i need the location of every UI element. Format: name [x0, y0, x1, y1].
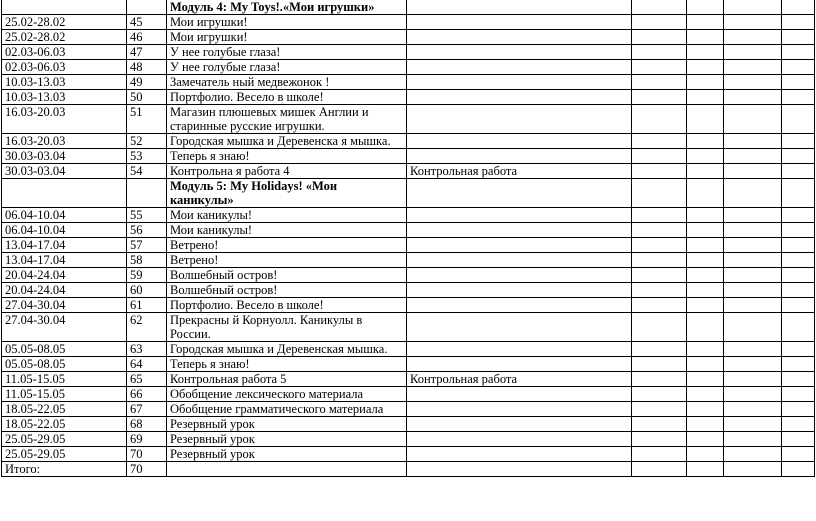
empty-cell — [724, 402, 782, 417]
empty-cell — [687, 0, 724, 15]
empty-cell — [782, 447, 815, 462]
lesson-note — [407, 417, 632, 432]
empty-cell — [782, 238, 815, 253]
empty-cell — [782, 45, 815, 60]
empty-cell — [724, 164, 782, 179]
number-cell — [127, 0, 167, 15]
table-row — [2, 253, 815, 268]
empty-cell — [724, 447, 782, 462]
lesson-date: 02.03-06.03 — [2, 60, 127, 75]
lesson-date: 30.03-03.04 — [2, 164, 127, 179]
empty-cell — [724, 417, 782, 432]
empty-cell — [632, 134, 687, 149]
empty-cell — [724, 268, 782, 283]
empty-cell — [724, 134, 782, 149]
lesson-topic: Мои каникулы! — [167, 223, 407, 238]
lesson-note — [407, 402, 632, 417]
lesson-number: 46 — [127, 30, 167, 45]
empty-cell — [632, 432, 687, 447]
empty-cell — [687, 447, 724, 462]
empty-cell — [687, 417, 724, 432]
lesson-topic: Мои игрушки! — [167, 15, 407, 30]
lesson-date: 05.05-08.05 — [2, 357, 127, 372]
table-row — [2, 164, 815, 179]
lesson-date: 13.04-17.04 — [2, 238, 127, 253]
lesson-topic: Прекрасны й Корнуолл. Каникулы в России. — [167, 313, 407, 342]
empty-cell — [687, 15, 724, 30]
lesson-topic: Портфолио. Весело в школе! — [167, 298, 407, 313]
lesson-date: 25.02-28.02 — [2, 30, 127, 45]
lesson-topic: Магазин плюшевых мишек Англии и старинные русские игрушки. — [167, 105, 407, 134]
lesson-date: 10.03-13.03 — [2, 75, 127, 90]
empty-cell — [724, 30, 782, 45]
empty-cell — [782, 417, 815, 432]
empty-cell — [724, 313, 782, 342]
lesson-topic: Теперь я знаю! — [167, 149, 407, 164]
lesson-note — [407, 283, 632, 298]
empty-cell — [632, 30, 687, 45]
lesson-number: 63 — [127, 342, 167, 357]
empty-cell — [687, 30, 724, 45]
lesson-date: 16.03-20.03 — [2, 105, 127, 134]
lesson-note — [407, 208, 632, 223]
lesson-note — [407, 387, 632, 402]
note-cell — [407, 179, 632, 208]
lesson-number: 56 — [127, 223, 167, 238]
table-row — [2, 134, 815, 149]
empty-cell — [632, 60, 687, 75]
empty-cell — [687, 105, 724, 134]
empty-cell — [687, 462, 724, 477]
empty-cell — [724, 253, 782, 268]
lesson-topic: Ветрено! — [167, 253, 407, 268]
lesson-date: 30.03-03.04 — [2, 149, 127, 164]
lesson-number: 48 — [127, 60, 167, 75]
lesson-plan-table — [1, 0, 815, 477]
empty-cell — [724, 387, 782, 402]
empty-cell — [687, 283, 724, 298]
empty-cell — [724, 45, 782, 60]
empty-cell — [724, 238, 782, 253]
lesson-topic: Резервный урок — [167, 447, 407, 462]
lesson-date: 25.02-28.02 — [2, 15, 127, 30]
empty-cell — [782, 372, 815, 387]
empty-cell — [724, 15, 782, 30]
empty-cell — [632, 15, 687, 30]
empty-cell — [724, 208, 782, 223]
lesson-number: 58 — [127, 253, 167, 268]
date-cell — [2, 179, 127, 208]
empty-cell — [782, 462, 815, 477]
empty-cell — [687, 90, 724, 105]
table-row — [2, 30, 815, 45]
table-row — [2, 417, 815, 432]
lesson-note — [407, 238, 632, 253]
empty-cell — [782, 298, 815, 313]
empty-cell — [687, 387, 724, 402]
lesson-date: 20.04-24.04 — [2, 283, 127, 298]
empty-cell — [724, 0, 782, 15]
empty-cell — [724, 90, 782, 105]
lesson-topic: Волшебный остров! — [167, 268, 407, 283]
empty-cell — [687, 402, 724, 417]
lesson-topic: У нее голубые глаза! — [167, 60, 407, 75]
lesson-date: 27.04-30.04 — [2, 313, 127, 342]
lesson-number: 51 — [127, 105, 167, 134]
lesson-note: Контрольная работа — [407, 372, 632, 387]
empty-cell — [782, 268, 815, 283]
lesson-number: 61 — [127, 298, 167, 313]
empty-cell — [632, 105, 687, 134]
lesson-number: 69 — [127, 432, 167, 447]
empty-cell — [782, 387, 815, 402]
lesson-note — [407, 15, 632, 30]
table-row — [2, 15, 815, 30]
table-row — [2, 432, 815, 447]
table-row — [2, 45, 815, 60]
empty-cell — [687, 60, 724, 75]
empty-cell — [687, 134, 724, 149]
lesson-number: 60 — [127, 283, 167, 298]
empty-cell — [687, 45, 724, 60]
empty-cell — [687, 223, 724, 238]
lesson-note — [407, 357, 632, 372]
lesson-number: 47 — [127, 45, 167, 60]
module-title: Модуль 5: My Holidays! «Мои каникулы» — [167, 179, 407, 208]
date-cell — [2, 0, 127, 15]
lesson-topic: Мои игрушки! — [167, 30, 407, 45]
lesson-note — [407, 105, 632, 134]
empty-cell — [632, 387, 687, 402]
empty-cell — [632, 357, 687, 372]
lesson-plan-body — [2, 0, 815, 477]
lesson-number: 49 — [127, 75, 167, 90]
empty-cell — [687, 298, 724, 313]
lesson-date: 06.04-10.04 — [2, 223, 127, 238]
table-row — [2, 268, 815, 283]
lesson-number: 55 — [127, 208, 167, 223]
empty-cell — [724, 372, 782, 387]
empty-cell — [782, 342, 815, 357]
empty-cell — [632, 223, 687, 238]
lesson-topic: Городская мышка и Деревенска я мышка. — [167, 134, 407, 149]
empty-cell — [782, 223, 815, 238]
empty-cell — [632, 417, 687, 432]
lesson-note — [407, 342, 632, 357]
lesson-topic: Контрольна я работа 4 — [167, 164, 407, 179]
empty-cell — [687, 342, 724, 357]
lesson-number: 45 — [127, 15, 167, 30]
module-header-row — [2, 179, 815, 208]
empty-cell — [632, 90, 687, 105]
empty-cell — [632, 179, 687, 208]
empty-cell — [687, 179, 724, 208]
empty-cell — [782, 75, 815, 90]
lesson-note — [407, 149, 632, 164]
empty-cell — [782, 60, 815, 75]
empty-cell — [782, 0, 815, 15]
empty-cell — [687, 238, 724, 253]
lesson-note — [407, 134, 632, 149]
empty-cell — [724, 462, 782, 477]
lesson-number: 68 — [127, 417, 167, 432]
empty-cell — [632, 164, 687, 179]
lesson-topic: Замечатель ный медвежонок ! — [167, 75, 407, 90]
empty-cell — [782, 253, 815, 268]
lesson-number: 67 — [127, 402, 167, 417]
lesson-topic: Портфолио. Весело в школе! — [167, 90, 407, 105]
table-row — [2, 238, 815, 253]
empty-cell — [632, 447, 687, 462]
empty-cell — [632, 268, 687, 283]
empty-cell — [687, 357, 724, 372]
lesson-date: 05.05-08.05 — [2, 342, 127, 357]
lesson-date: 25.05-29.05 — [2, 447, 127, 462]
empty-cell — [782, 105, 815, 134]
empty-cell — [782, 283, 815, 298]
empty-cell — [724, 357, 782, 372]
lesson-topic: У нее голубые глаза! — [167, 45, 407, 60]
empty-cell — [782, 179, 815, 208]
lesson-topic: Обобщение грамматического материала — [167, 402, 407, 417]
empty-cell — [782, 402, 815, 417]
lesson-note — [407, 313, 632, 342]
lesson-note — [407, 253, 632, 268]
empty-cell — [724, 223, 782, 238]
lesson-date: 16.03-20.03 — [2, 134, 127, 149]
lesson-number: 66 — [127, 387, 167, 402]
total-row — [2, 462, 815, 477]
lesson-note — [407, 268, 632, 283]
table-row — [2, 387, 815, 402]
note-cell — [407, 462, 632, 477]
empty-cell — [687, 253, 724, 268]
empty-cell — [632, 298, 687, 313]
empty-cell — [687, 208, 724, 223]
lesson-note: Контрольная работа — [407, 164, 632, 179]
lesson-topic: Мои каникулы! — [167, 208, 407, 223]
table-row — [2, 402, 815, 417]
empty-cell — [724, 283, 782, 298]
empty-cell — [782, 432, 815, 447]
module-title: Модуль 4: My Toys!.«Мои игрушки» — [167, 0, 407, 15]
empty-cell — [632, 75, 687, 90]
lesson-note — [407, 298, 632, 313]
lesson-date: 18.05-22.05 — [2, 402, 127, 417]
table-row — [2, 105, 815, 134]
lesson-note — [407, 30, 632, 45]
note-cell — [407, 0, 632, 15]
lesson-note — [407, 90, 632, 105]
total-label: Итого: — [2, 462, 127, 477]
lesson-date: 25.05-29.05 — [2, 432, 127, 447]
lesson-date: 02.03-06.03 — [2, 45, 127, 60]
empty-cell — [632, 283, 687, 298]
empty-cell — [687, 313, 724, 342]
lesson-topic: Волшебный остров! — [167, 283, 407, 298]
lesson-date: 11.05-15.05 — [2, 372, 127, 387]
table-row — [2, 298, 815, 313]
empty-cell — [782, 208, 815, 223]
empty-cell — [724, 60, 782, 75]
lesson-topic: Контрольная работа 5 — [167, 372, 407, 387]
lesson-number: 70 — [127, 447, 167, 462]
lesson-date: 06.04-10.04 — [2, 208, 127, 223]
empty-cell — [632, 253, 687, 268]
lesson-note — [407, 60, 632, 75]
lesson-date: 20.04-24.04 — [2, 268, 127, 283]
empty-cell — [724, 75, 782, 90]
empty-cell — [724, 432, 782, 447]
empty-cell — [687, 149, 724, 164]
total-count: 70 — [127, 462, 167, 477]
lesson-note — [407, 432, 632, 447]
empty-cell — [632, 402, 687, 417]
table-row — [2, 75, 815, 90]
empty-cell — [632, 238, 687, 253]
lesson-note — [407, 75, 632, 90]
table-row — [2, 149, 815, 164]
table-row — [2, 357, 815, 372]
table-row — [2, 283, 815, 298]
lesson-topic: Теперь я знаю! — [167, 357, 407, 372]
table-row — [2, 208, 815, 223]
empty-cell — [724, 179, 782, 208]
lesson-topic: Ветрено! — [167, 238, 407, 253]
empty-cell — [724, 105, 782, 134]
empty-cell — [687, 372, 724, 387]
lesson-topic: Резервный урок — [167, 417, 407, 432]
lesson-note — [407, 223, 632, 238]
empty-cell — [632, 313, 687, 342]
empty-cell — [687, 432, 724, 447]
empty-cell — [782, 15, 815, 30]
lesson-date: 13.04-17.04 — [2, 253, 127, 268]
lesson-date: 10.03-13.03 — [2, 90, 127, 105]
lesson-number: 54 — [127, 164, 167, 179]
lesson-number: 59 — [127, 268, 167, 283]
empty-cell — [632, 462, 687, 477]
table-row — [2, 342, 815, 357]
table-row — [2, 447, 815, 462]
lesson-number: 57 — [127, 238, 167, 253]
empty-cell — [782, 134, 815, 149]
empty-cell — [782, 164, 815, 179]
lesson-number: 65 — [127, 372, 167, 387]
empty-cell — [632, 149, 687, 164]
number-cell — [127, 179, 167, 208]
empty-cell — [632, 208, 687, 223]
empty-cell — [782, 30, 815, 45]
topic-cell — [167, 462, 407, 477]
table-row — [2, 372, 815, 387]
lesson-topic: Городская мышка и Деревенская мышка. — [167, 342, 407, 357]
empty-cell — [687, 164, 724, 179]
empty-cell — [782, 90, 815, 105]
lesson-date: 27.04-30.04 — [2, 298, 127, 313]
empty-cell — [632, 0, 687, 15]
table-row — [2, 90, 815, 105]
empty-cell — [687, 75, 724, 90]
empty-cell — [632, 372, 687, 387]
module-header-row — [2, 0, 815, 15]
empty-cell — [782, 313, 815, 342]
lesson-topic: Резервный урок — [167, 432, 407, 447]
empty-cell — [724, 149, 782, 164]
lesson-note — [407, 45, 632, 60]
empty-cell — [632, 45, 687, 60]
lesson-note — [407, 447, 632, 462]
empty-cell — [724, 298, 782, 313]
empty-cell — [782, 357, 815, 372]
empty-cell — [782, 149, 815, 164]
lesson-date: 18.05-22.05 — [2, 417, 127, 432]
lesson-date: 11.05-15.05 — [2, 387, 127, 402]
lesson-topic: Обобщение лексического материала — [167, 387, 407, 402]
lesson-number: 62 — [127, 313, 167, 342]
table-row — [2, 60, 815, 75]
lesson-number: 53 — [127, 149, 167, 164]
empty-cell — [724, 342, 782, 357]
empty-cell — [632, 342, 687, 357]
table-row — [2, 223, 815, 238]
lesson-number: 64 — [127, 357, 167, 372]
table-row — [2, 313, 815, 342]
lesson-number: 52 — [127, 134, 167, 149]
lesson-number: 50 — [127, 90, 167, 105]
empty-cell — [687, 268, 724, 283]
